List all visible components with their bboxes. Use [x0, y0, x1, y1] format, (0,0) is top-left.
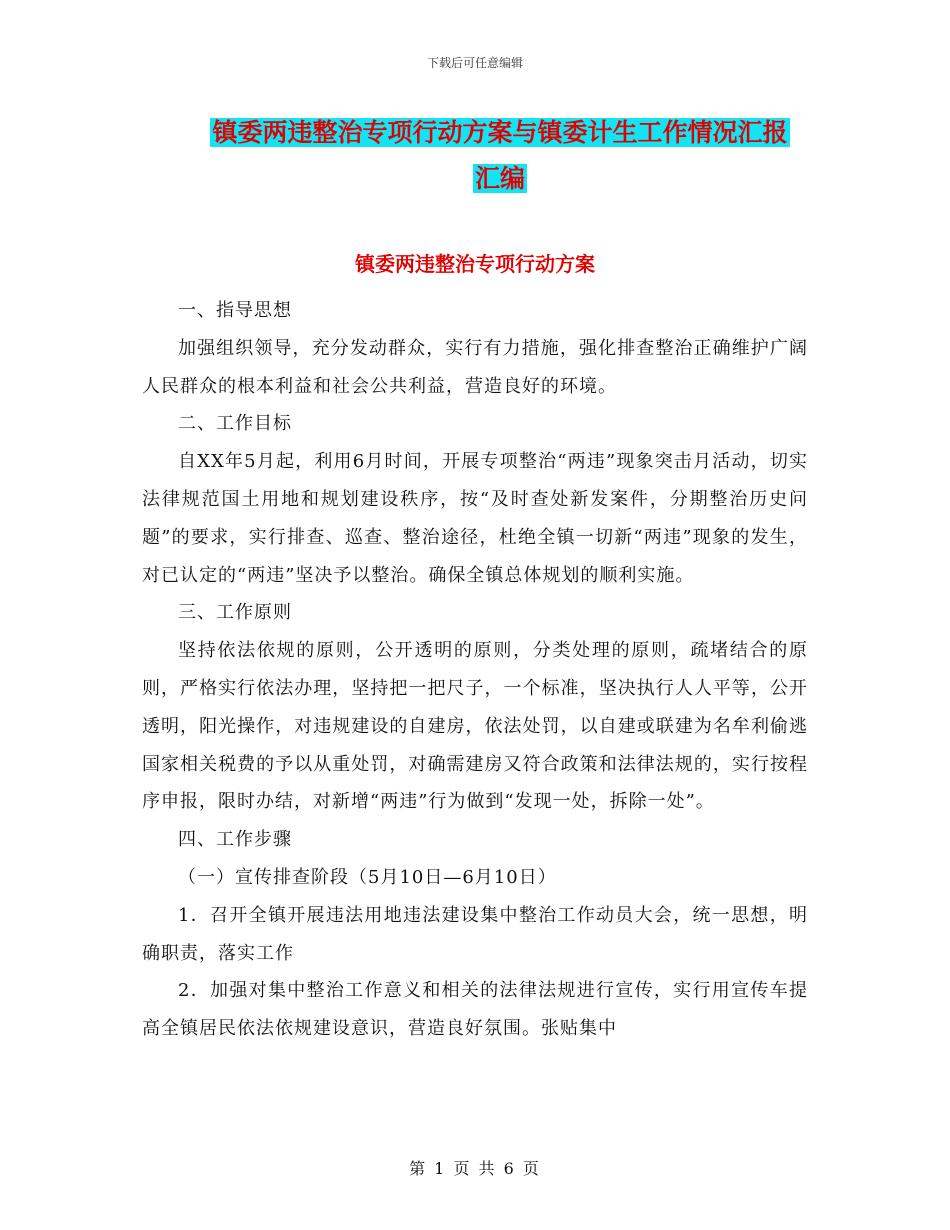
list-item: 2．加强对集中整治工作意义和相关的法律法规进行宣传，实行用宣传车提高全镇居民依法依规建设意识，营造良好氛围。张贴集中 [142, 980, 808, 1040]
paragraph: 加强组织领导，充分发动群众，实行有力措施，强化排查整治正确维护广阔人民群众的根本利益和社会公共利益，营造良好的环境。 [142, 337, 808, 397]
paragraph: 自XX年5月起，利用6月时间，开展专项整治“两违”现象突击月活动，切实法律规范国土用地和规划建设秩序，按“及时查处新发案件，分期整治历史问题”的要求，实行排查、巡查、整治途径，杜绝全镇一切新“两违”现象的发生，对已认定的“两违”坚决予以整治。确保全镇总体规划的顺利实施。 [142, 451, 808, 586]
page-footer: 第 1 页 共 6 页 [409, 1159, 541, 1178]
title-line-1: 镇委两违整治专项行动方案与镇委计生工作情况汇报 [212, 118, 788, 147]
document-title [195, 110, 805, 202]
heading-guiding-thought: 一、指导思想 [178, 300, 292, 321]
sub-heading: （一）宣传排查阶段（5月10日—6月10日） [178, 866, 557, 888]
title-line-2: 汇编 [474, 164, 525, 193]
heading-work-principle: 三、工作原则 [178, 602, 292, 624]
header-note: 下载后可任意编辑 [426, 56, 523, 70]
list-item: 1．召开全镇开展违法用地违法建设集中整治工作动员大会，统一思想，明确职责，落实工作 [142, 904, 808, 964]
heading-work-goal: 二、工作目标 [178, 413, 292, 435]
paragraph: 坚持依法依规的原则，公开透明的原则，分类处理的原则，疏堵结合的原则，严格实行依法办理，坚持把一把尺子，一个标准，坚决执行人人平等，公开透明，阳光操作，对违规建设的自建房，依法处罚，以自建或联建为名牟利偷逃国家相关税费的予以从重处罚，对确需建房又符合政策和法律法规的，实行按程序申报，限时办结，对新增“两违”行为做到“发现一处，拆除一处”。 [142, 640, 808, 813]
body-text [142, 292, 808, 1048]
heading-work-steps: 四、工作步骤 [178, 829, 292, 851]
section-title: 镇委两违整治专项行动方案 [355, 252, 595, 276]
